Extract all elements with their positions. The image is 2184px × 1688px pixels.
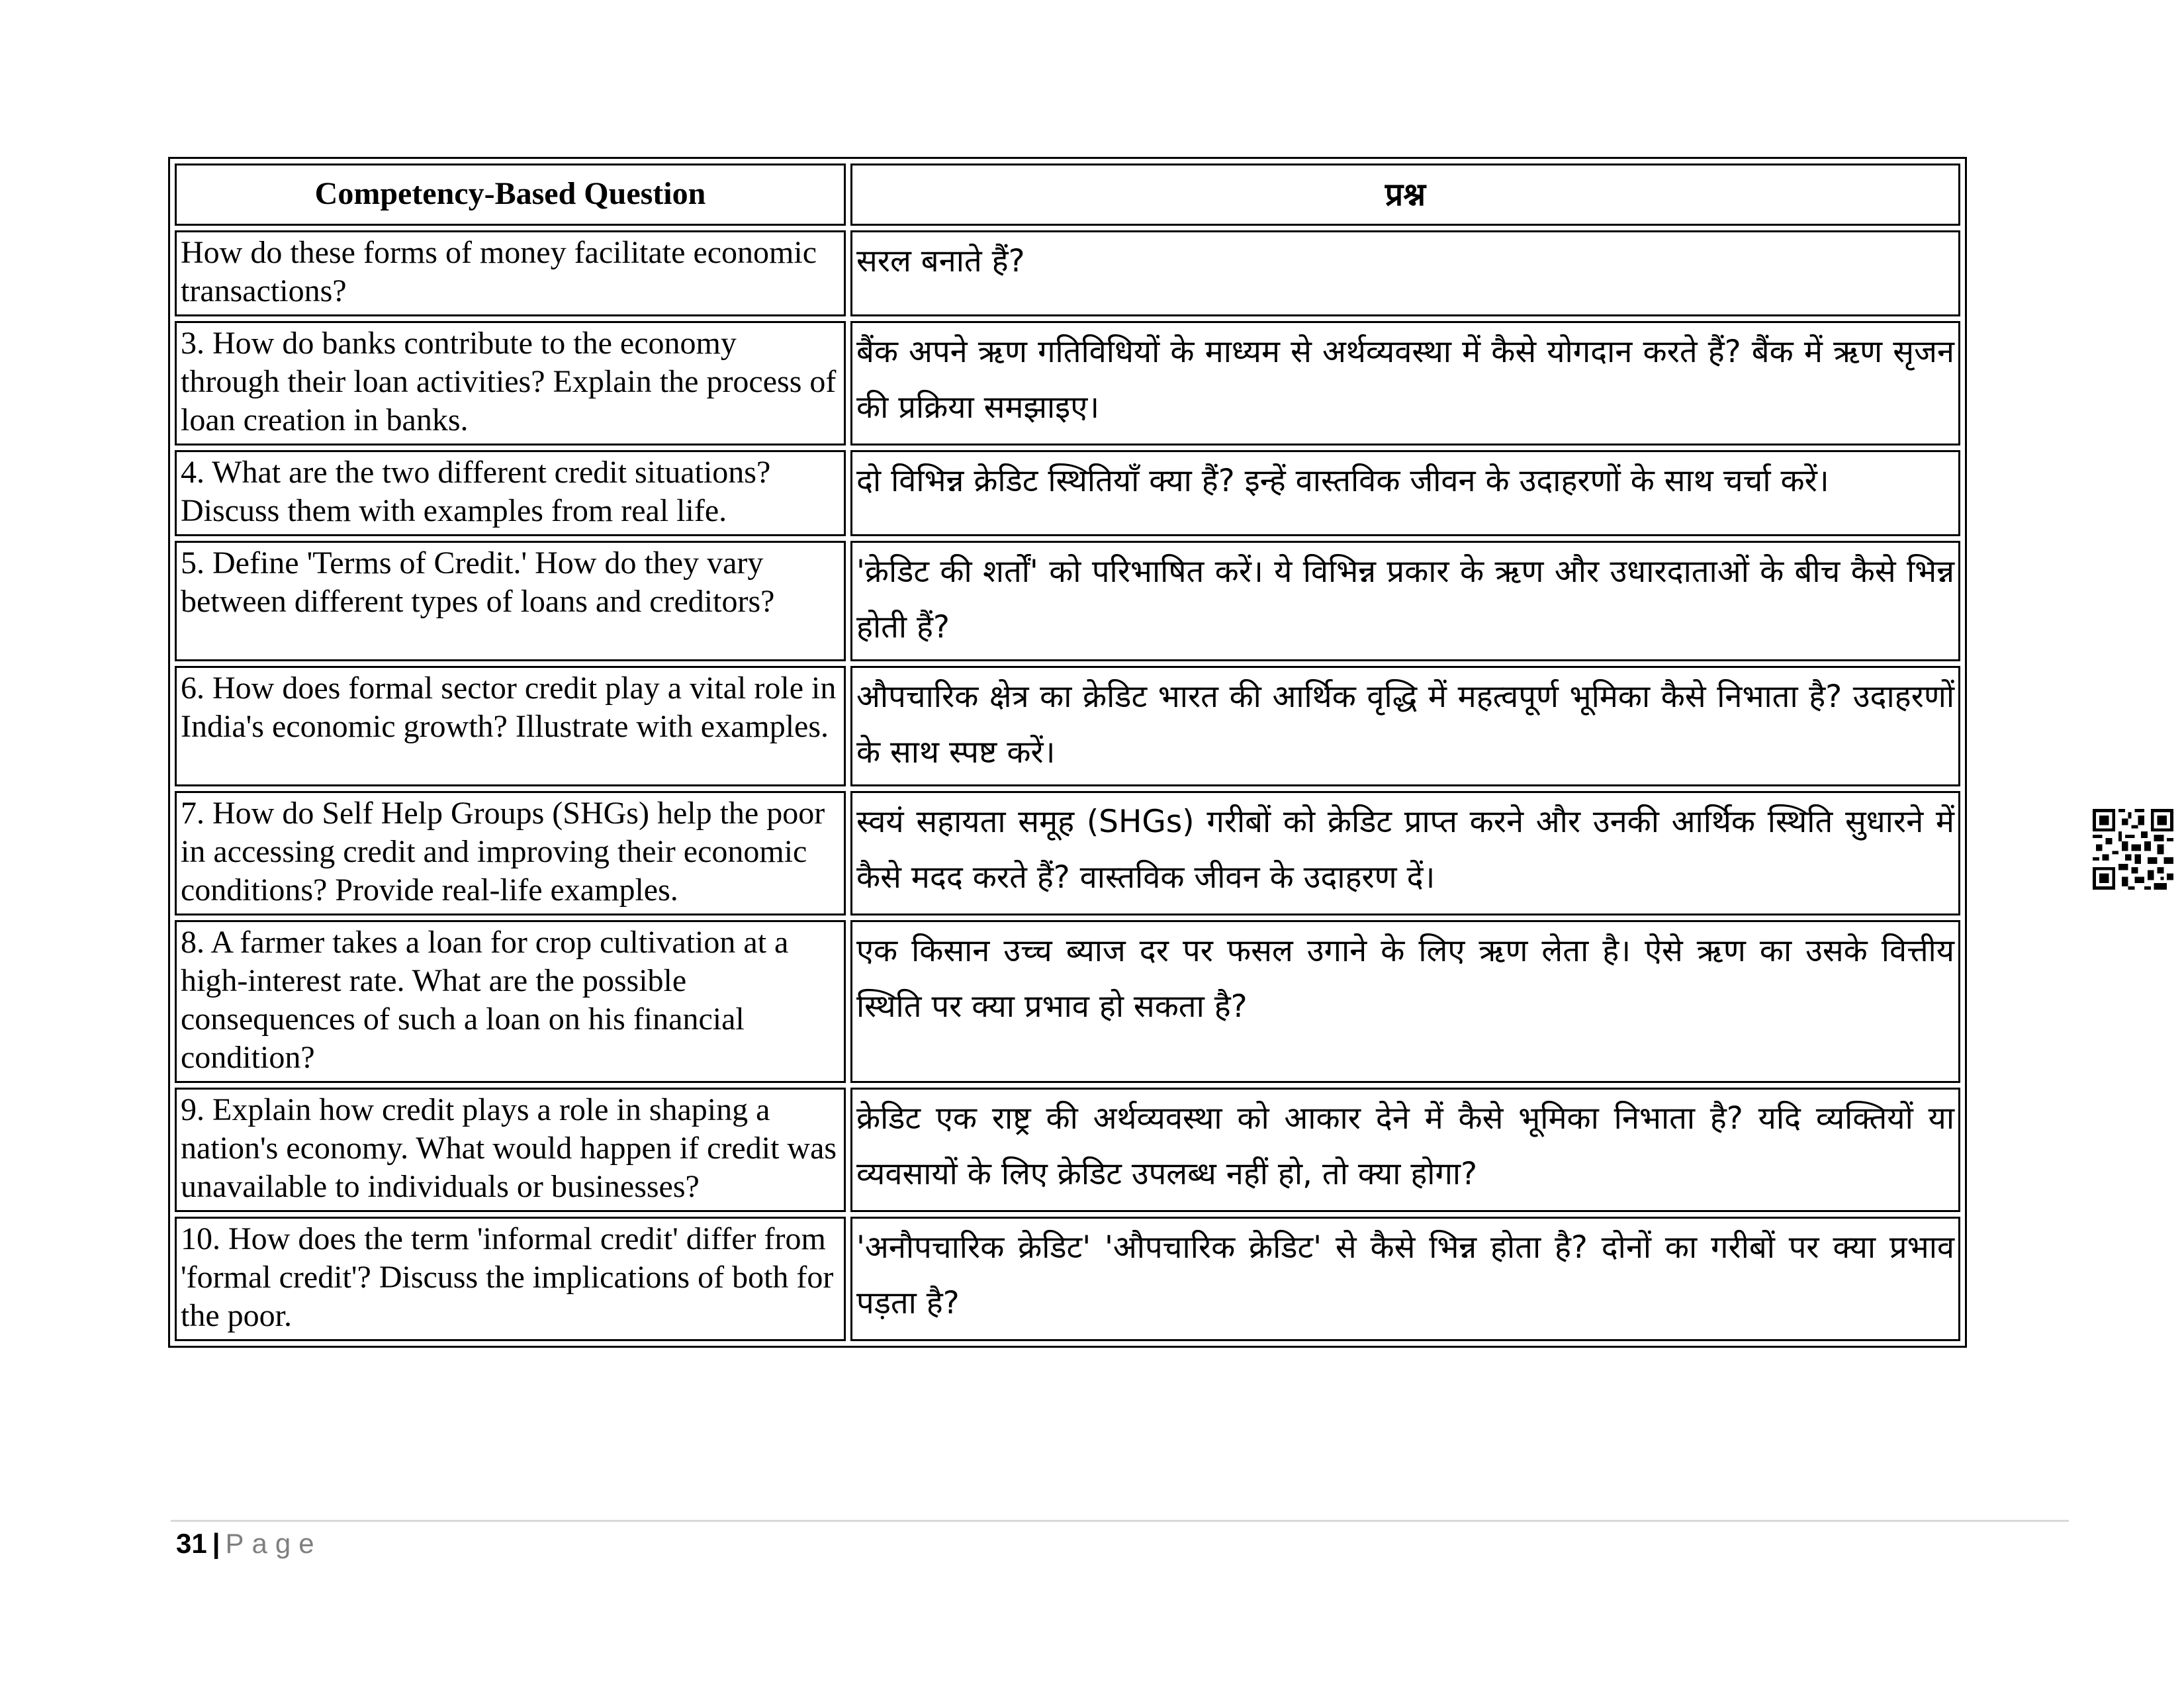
question-hindi: क्रेडिट एक राष्ट्र की अर्थव्यवस्था को आकार देने में कैसे भूमिका निभाता है? यदि व्यक्तियों या व्यवसायों के लिए क्रेडिट उपलब्ध नहीं हो, तो क्या होगा?	[850, 1088, 1960, 1212]
table-row	[175, 450, 1960, 536]
table-row	[175, 541, 1960, 661]
question-hindi: औपचारिक क्षेत्र का क्रेडिट भारत की आर्थिक वृद्धि में महत्वपूर्ण भूमिका कैसे निभाता है? उदाहरणों के साथ स्पष्ट करें।	[850, 666, 1960, 786]
question-english: 9. Explain how credit plays a role in shaping a nation's economy. What would happen if credit was unavailable to individuals or businesses?	[175, 1088, 846, 1212]
table-row	[175, 230, 1960, 316]
question-english: 7. How do Self Help Groups (SHGs) help the poor in accessing credit and improving their economic conditions? Provide real-life examples.	[175, 791, 846, 915]
question-hindi: दो विभिन्न क्रेडिट स्थितियाँ क्या हैं? इन्हें वास्तविक जीवन के उदाहरणों के साथ चर्चा करें।	[850, 450, 1960, 536]
page-footer	[176, 1528, 322, 1560]
question-hindi: बैंक अपने ऋण गतिविधियों के माध्यम से अर्थव्यवस्था में कैसे योगदान करते हैं? बैंक में ऋण सृजन की प्रक्रिया समझाइए।	[850, 321, 1960, 445]
header-hindi: प्रश्न	[850, 164, 1960, 226]
question-table	[168, 157, 1967, 1348]
table-row	[175, 1217, 1960, 1341]
question-english: 8. A farmer takes a loan for crop cultivation at a high-interest rate. What are the possible consequences of such a loan on his financial condition?	[175, 920, 846, 1083]
question-hindi: सरल बनाते हैं?	[850, 230, 1960, 316]
table-row	[175, 791, 1960, 915]
question-english: 4. What are the two different credit situations? Discuss them with examples from real life.	[175, 450, 846, 536]
table-row	[175, 666, 1960, 786]
page-number: 31	[176, 1528, 207, 1559]
qr-code-icon	[2093, 809, 2173, 890]
page-label: Page	[225, 1528, 322, 1559]
question-english: 6. How does formal sector credit play a vital role in India's economic growth? Illustrate with examples.	[175, 666, 846, 786]
table-row	[175, 1088, 1960, 1212]
question-english: 10. How does the term 'informal credit' differ from 'formal credit'? Discuss the implications of both for the poor.	[175, 1217, 846, 1341]
header-english: Competency-Based Question	[175, 164, 846, 226]
footer-divider	[171, 1520, 2069, 1522]
question-hindi: 'क्रेडिट की शर्तों' को परिभाषित करें। ये विभिन्न प्रकार के ऋण और उधारदाताओं के बीच कैसे भिन्न होती हैं?	[850, 541, 1960, 661]
table-row	[175, 321, 1960, 445]
question-hindi: 'अनौपचारिक क्रेडिट' 'औपचारिक क्रेडिट' से कैसे भिन्न होता है? दोनों का गरीबों पर क्या प्रभाव पड़ता है?	[850, 1217, 1960, 1341]
question-hindi: स्वयं सहायता समूह (SHGs) गरीबों को क्रेडिट प्राप्त करने और उनकी आर्थिक स्थिति सुधारने में कैसे मदद करते हैं? वास्तविक जीवन के उदाहरण दें।	[850, 791, 1960, 915]
table-header-row	[175, 164, 1960, 226]
footer-separator: |	[212, 1528, 220, 1559]
question-english: How do these forms of money facilitate economic transactions?	[175, 230, 846, 316]
question-english: 3. How do banks contribute to the economy through their loan activities? Explain the process of loan creation in banks.	[175, 321, 846, 445]
question-hindi: एक किसान उच्च ब्याज दर पर फसल उगाने के लिए ऋण लेता है। ऐसे ऋण का उसके वित्तीय स्थिति पर क्या प्रभाव हो सकता है?	[850, 920, 1960, 1083]
question-english: 5. Define 'Terms of Credit.' How do they vary between different types of loans and creditors?	[175, 541, 846, 661]
table-row	[175, 920, 1960, 1083]
